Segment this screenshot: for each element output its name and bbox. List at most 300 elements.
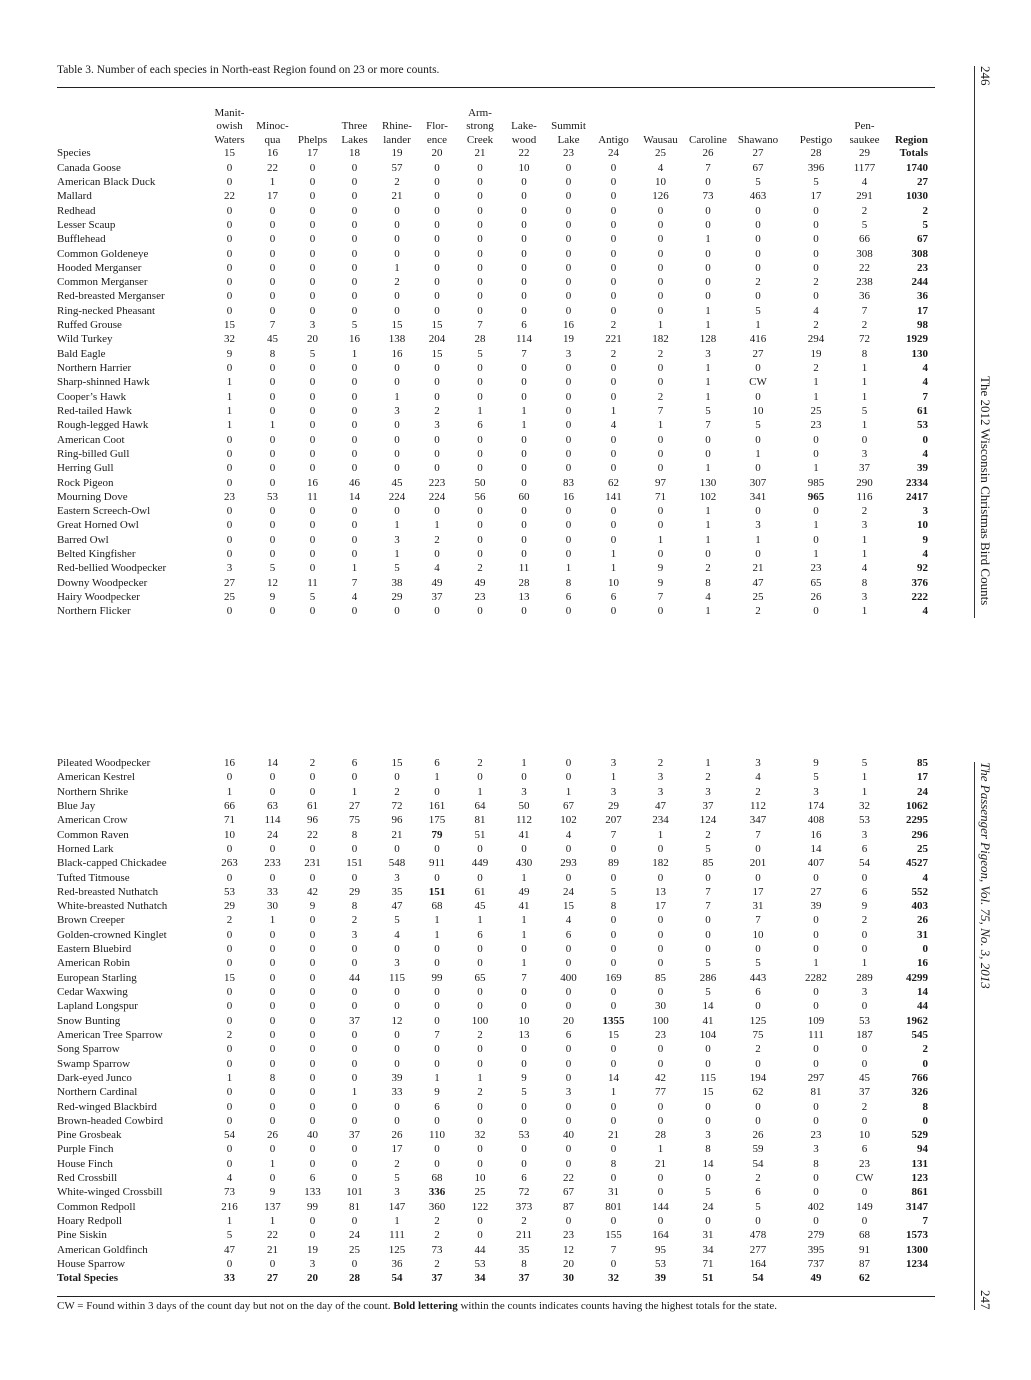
count-cell: 1: [477, 404, 483, 417]
count-cell: 0: [351, 871, 358, 884]
count-cell: 1: [521, 957, 527, 970]
count-cell: 9: [861, 900, 868, 913]
count-cell: 0: [657, 447, 664, 460]
count-cell: 8: [269, 347, 276, 360]
species-table-part2: [57, 756, 935, 1286]
count-cell: 0: [657, 871, 664, 884]
species-name: Ring-billed Gull: [57, 447, 130, 460]
count-cell: 114: [264, 814, 281, 827]
species-name: Brown-headed Cowbird: [57, 1114, 164, 1127]
header-region-totals: Region Totals: [895, 133, 928, 160]
count-cell: 50: [474, 476, 486, 489]
table-row: [57, 1214, 935, 1228]
count-cell: 5: [610, 885, 617, 898]
count-cell: 0: [610, 233, 617, 246]
count-cell: 0: [351, 304, 358, 317]
count-cell: 2: [434, 1229, 440, 1242]
count-cell: 53: [859, 1014, 870, 1027]
count-cell: 0: [351, 519, 358, 532]
region-total: [884, 1271, 935, 1285]
header-count-column: Flor- ence 20: [426, 120, 448, 160]
count-cell: 0: [394, 1114, 400, 1127]
count-cell: 0: [657, 204, 664, 217]
count-cell: 0: [351, 1114, 358, 1127]
count-cell: 27: [349, 799, 360, 812]
count-cell: 5: [705, 842, 711, 855]
count-cell: 2: [477, 1086, 483, 1099]
count-cell: 4: [351, 591, 358, 603]
count-cell: 46: [349, 476, 360, 489]
count-cell: 0: [394, 204, 400, 217]
count-cell: 182: [652, 857, 669, 870]
count-cell: 0: [309, 562, 316, 575]
count-cell: 0: [226, 304, 233, 317]
count-cell: 0: [226, 505, 233, 518]
count-cell: 801: [605, 1200, 622, 1213]
count-cell: 85: [702, 857, 714, 870]
count-cell: 0: [657, 1114, 664, 1127]
count-cell: 0: [521, 533, 527, 546]
count-cell: 0: [477, 233, 483, 246]
count-cell: 1: [477, 1071, 483, 1084]
count-cell: 125: [388, 1243, 406, 1256]
count-cell: 1: [434, 914, 440, 927]
count-cell: 60: [518, 490, 530, 503]
count-cell: 2: [434, 1215, 440, 1227]
table-row: [57, 1042, 935, 1056]
count-cell: 0: [351, 842, 358, 855]
count-cell: 53: [655, 1257, 666, 1270]
count-cell: 13: [518, 1028, 530, 1041]
count-cell: 0: [477, 533, 483, 546]
count-cell: 0: [226, 218, 233, 231]
count-cell: 0: [755, 247, 761, 260]
species-name: Barred Owl: [57, 533, 109, 546]
count-cell: 7: [657, 591, 664, 603]
species-name: Red-breasted Merganser: [57, 290, 165, 303]
count-cell: 233: [264, 857, 281, 870]
count-cell: 0: [309, 1000, 316, 1013]
table-row: [57, 204, 935, 218]
species-name: Common Goldeneye: [57, 247, 149, 260]
count-cell: 0: [521, 290, 527, 303]
count-cell: 0: [434, 447, 440, 460]
count-cell: 201: [749, 857, 767, 870]
count-cell: 3: [861, 447, 868, 460]
table-row: [57, 161, 935, 175]
count-cell: 3: [394, 404, 400, 417]
count-cell: 0: [610, 842, 617, 855]
count-cell: 1: [269, 1215, 276, 1227]
count-cell: 138: [388, 333, 406, 346]
count-cell: 19: [307, 1243, 318, 1256]
count-cell: 111: [389, 1229, 405, 1242]
count-cell: 0: [610, 1257, 617, 1270]
count-cell: 0: [657, 519, 664, 532]
count-cell: 1: [657, 828, 664, 841]
count-cell: 4: [755, 771, 761, 784]
count-cell: 0: [705, 290, 711, 303]
count-cell: 0: [755, 943, 761, 956]
count-cell: 1: [394, 1215, 400, 1227]
count-cell: 0: [477, 276, 483, 289]
count-cell: 0: [755, 1100, 761, 1113]
count-cell: 1: [610, 771, 617, 784]
count-cell: 0: [521, 605, 527, 618]
count-cell: 0: [521, 390, 527, 403]
region-total: 17: [917, 304, 928, 317]
count-cell: 3: [861, 591, 868, 603]
count-cell: 0: [394, 1028, 400, 1041]
count-cell: 0: [813, 1100, 819, 1113]
count-cell: 15: [431, 319, 443, 332]
count-cell: 0: [434, 957, 440, 970]
region-total: 0: [922, 943, 928, 956]
count-cell: 3: [657, 771, 664, 784]
count-cell: 0: [813, 1172, 819, 1185]
count-cell: 0: [269, 1143, 276, 1156]
count-cell: 3: [394, 957, 400, 970]
count-cell: 39: [655, 1272, 666, 1285]
count-cell: 15: [608, 1028, 619, 1041]
count-cell: 6: [477, 928, 483, 941]
region-total: 67: [917, 233, 928, 246]
count-cell: 53: [518, 1129, 530, 1142]
count-cell: 0: [269, 533, 276, 546]
count-cell: 133: [304, 1186, 321, 1199]
count-cell: 0: [521, 304, 527, 317]
count-cell: 0: [394, 505, 400, 518]
count-cell: 40: [563, 1129, 574, 1142]
count-cell: 0: [813, 533, 819, 546]
count-cell: 1: [269, 175, 276, 188]
region-total: 24: [917, 785, 928, 798]
count-cell: 1: [434, 519, 440, 532]
region-total: 94: [917, 1143, 928, 1156]
count-cell: 45: [391, 476, 403, 489]
count-cell: 0: [477, 447, 483, 460]
count-cell: 5: [705, 1186, 711, 1199]
count-cell: 100: [652, 1014, 669, 1027]
count-cell: 54: [224, 1129, 235, 1142]
count-cell: 0: [755, 842, 761, 855]
species-name: White-winged Crossbill: [57, 1186, 163, 1199]
count-cell: 1: [226, 785, 233, 798]
count-cell: 0: [351, 605, 358, 618]
count-cell: 0: [657, 261, 664, 274]
count-cell: 51: [702, 1272, 714, 1285]
count-cell: 0: [477, 1157, 483, 1170]
region-total: 1300: [906, 1243, 928, 1256]
count-cell: 0: [477, 1215, 483, 1227]
species-table-part1: [57, 107, 935, 619]
count-cell: 1355: [602, 1014, 625, 1027]
count-cell: 0: [610, 505, 617, 518]
count-cell: 0: [610, 1215, 617, 1227]
count-cell: 0: [610, 519, 617, 532]
count-cell: 0: [394, 419, 400, 432]
count-cell: 0: [565, 447, 572, 460]
count-cell: 347: [749, 814, 767, 827]
count-cell: 16: [563, 490, 574, 503]
count-cell: 0: [226, 1100, 233, 1113]
table-row: [57, 899, 935, 913]
count-cell: 395: [807, 1243, 825, 1256]
count-cell: 23: [810, 1129, 822, 1142]
count-cell: 1: [351, 562, 358, 575]
header-count-column: Three Lakes 18: [341, 120, 368, 160]
species-name: Tufted Titmouse: [57, 871, 130, 884]
count-cell: 3: [861, 986, 868, 998]
count-cell: 0: [309, 971, 316, 984]
count-cell: 14: [267, 757, 278, 769]
count-cell: 0: [565, 404, 572, 417]
count-cell: 169: [605, 971, 622, 984]
count-cell: 0: [309, 771, 316, 784]
count-cell: 2: [477, 757, 483, 769]
count-cell: 2: [657, 390, 664, 403]
table-row: [57, 289, 935, 303]
count-cell: 0: [565, 161, 572, 174]
count-cell: 5: [477, 347, 483, 360]
count-cell: 24: [563, 885, 574, 898]
species-name: American Coot: [57, 433, 125, 446]
count-cell: 0: [565, 362, 572, 374]
species-name: Golden-crowned Kinglet: [57, 928, 167, 941]
count-cell: 0: [657, 943, 664, 956]
header-count-column: Lake- wood 22: [511, 120, 537, 160]
species-name: Redhead: [57, 204, 96, 217]
count-cell: 0: [351, 1100, 358, 1113]
count-cell: 0: [477, 462, 483, 475]
count-cell: 0: [226, 362, 233, 374]
count-cell: 965: [807, 490, 825, 503]
count-cell: 1: [861, 376, 868, 389]
species-name: Herring Gull: [57, 462, 114, 475]
count-cell: 128: [699, 333, 717, 346]
count-cell: 174: [807, 799, 825, 812]
count-cell: 2: [434, 404, 440, 417]
count-cell: 0: [269, 247, 276, 260]
count-cell: 9: [309, 900, 316, 913]
count-cell: 0: [813, 233, 819, 246]
count-cell: 0: [565, 204, 572, 217]
species-name: Rough-legged Hawk: [57, 419, 149, 432]
count-cell: 3: [861, 519, 868, 532]
count-cell: 0: [309, 1057, 316, 1070]
species-name: Downy Woodpecker: [57, 576, 148, 589]
count-cell: 7: [657, 404, 664, 417]
count-cell: 360: [428, 1200, 446, 1213]
count-cell: 234: [652, 814, 669, 827]
species-name: Hoary Redpoll: [57, 1215, 123, 1227]
table-row: [57, 913, 935, 927]
count-cell: 0: [309, 928, 316, 941]
count-cell: 5: [813, 771, 819, 784]
count-cell: 0: [477, 290, 483, 303]
count-cell: 0: [521, 842, 527, 855]
header-count-column: Minoc- qua 16: [256, 120, 289, 160]
count-cell: 0: [861, 928, 868, 941]
count-cell: 28: [655, 1129, 666, 1142]
count-cell: 30: [655, 1000, 666, 1013]
count-cell: 3: [394, 1186, 400, 1199]
count-cell: 4: [394, 928, 400, 941]
count-cell: 0: [813, 290, 819, 303]
count-cell: 22: [307, 828, 318, 841]
count-cell: 0: [477, 175, 483, 188]
count-cell: 0: [477, 1229, 483, 1242]
count-cell: 0: [226, 261, 233, 274]
count-cell: 2: [657, 757, 664, 769]
count-cell: 7: [351, 576, 358, 589]
table-row: [57, 842, 935, 856]
count-cell: 0: [434, 1014, 440, 1027]
count-cell: 20: [563, 1257, 574, 1270]
count-cell: 0: [309, 1014, 316, 1027]
count-cell: 0: [565, 986, 572, 998]
count-cell: 16: [307, 476, 318, 489]
count-cell: 0: [309, 419, 316, 432]
count-cell: 17: [810, 190, 822, 203]
region-total: 2: [922, 1043, 928, 1056]
count-cell: 62: [859, 1272, 870, 1285]
count-cell: 0: [269, 1257, 276, 1270]
count-cell: 36: [391, 1257, 403, 1270]
count-cell: 34: [474, 1272, 486, 1285]
count-cell: 0: [226, 928, 233, 941]
count-cell: 5: [755, 175, 761, 188]
count-cell: 1: [434, 771, 440, 784]
footnote-bold-rest: within the counts indicates counts having the highest totals for the state.: [457, 1300, 777, 1312]
count-cell: 125: [749, 1014, 767, 1027]
count-cell: 1: [610, 562, 617, 575]
count-cell: 144: [652, 1200, 669, 1213]
table-row: [57, 490, 935, 504]
count-cell: 0: [226, 533, 233, 546]
table-header: [57, 107, 935, 161]
count-cell: 0: [813, 986, 819, 998]
count-cell: 17: [655, 900, 666, 913]
count-cell: 23: [563, 1229, 574, 1242]
count-cell: 0: [657, 433, 664, 446]
count-cell: 0: [521, 986, 527, 998]
table-row: [57, 590, 935, 604]
region-total: 39: [917, 462, 928, 475]
region-total: 31: [917, 928, 928, 941]
count-cell: 0: [351, 986, 358, 998]
count-cell: 0: [521, 218, 527, 231]
header-count-column: Rhine- lander 19: [382, 120, 412, 160]
table-row: [57, 418, 935, 432]
count-cell: 63: [267, 799, 278, 812]
count-cell: 0: [269, 304, 276, 317]
count-cell: 0: [309, 1071, 316, 1084]
count-cell: 1: [394, 548, 400, 561]
count-cell: 0: [394, 1057, 400, 1070]
count-cell: 97: [655, 476, 666, 489]
region-total: 244: [911, 276, 928, 289]
count-cell: 5: [755, 957, 761, 970]
count-cell: 73: [224, 1186, 235, 1199]
count-cell: 0: [705, 204, 711, 217]
count-cell: 0: [861, 943, 868, 956]
count-cell: 341: [749, 490, 767, 503]
count-cell: 7: [521, 971, 527, 984]
count-cell: 0: [610, 433, 617, 446]
count-cell: 0: [269, 785, 276, 798]
count-cell: 0: [565, 1143, 572, 1156]
count-cell: 111: [808, 1028, 824, 1041]
count-cell: 44: [349, 971, 360, 984]
count-cell: 0: [657, 505, 664, 518]
count-cell: 0: [309, 261, 316, 274]
count-cell: 0: [269, 1014, 276, 1027]
count-cell: 0: [309, 247, 316, 260]
count-cell: 0: [705, 261, 711, 274]
count-cell: 10: [474, 1172, 486, 1185]
count-cell: 0: [565, 233, 572, 246]
region-total: 3: [922, 505, 928, 518]
count-cell: 1: [394, 519, 400, 532]
count-cell: 5: [755, 304, 761, 317]
region-total: 1062: [906, 799, 928, 812]
count-cell: 290: [856, 476, 873, 489]
count-cell: 20: [307, 333, 318, 346]
table-row: [57, 175, 935, 189]
count-cell: 7: [705, 900, 711, 913]
count-cell: 0: [565, 505, 572, 518]
count-cell: 463: [749, 190, 767, 203]
count-cell: 37: [349, 1129, 360, 1142]
table-row: [57, 1014, 935, 1028]
count-cell: 0: [755, 871, 761, 884]
count-cell: 59: [752, 1143, 764, 1156]
count-cell: 0: [269, 943, 276, 956]
count-cell: 0: [309, 276, 316, 289]
species-name: Wild Turkey: [57, 333, 113, 346]
count-cell: 0: [226, 1000, 233, 1013]
species-name: Song Sparrow: [57, 1043, 120, 1056]
region-total: 1929: [906, 333, 928, 346]
count-cell: 0: [309, 1043, 316, 1056]
count-cell: 0: [309, 190, 316, 203]
count-cell: 0: [226, 986, 233, 998]
table-row: [57, 1057, 935, 1071]
count-cell: 5: [861, 218, 868, 231]
count-cell: 1: [434, 928, 440, 941]
count-cell: 6: [309, 1172, 316, 1185]
count-cell: 0: [755, 1057, 761, 1070]
count-cell: 2: [755, 1172, 761, 1185]
region-total: 2334: [906, 476, 928, 489]
count-cell: 42: [655, 1071, 666, 1084]
count-cell: 0: [657, 376, 664, 389]
count-cell: 0: [521, 1114, 527, 1127]
count-cell: 24: [349, 1229, 360, 1242]
count-cell: 66: [224, 799, 235, 812]
count-cell: 3: [226, 562, 233, 575]
count-cell: 291: [856, 190, 873, 203]
table-row: [57, 770, 935, 784]
count-cell: 0: [434, 190, 440, 203]
count-cell: 0: [705, 433, 711, 446]
count-cell: 0: [813, 1000, 819, 1013]
count-cell: 216: [221, 1200, 238, 1213]
region-total: 16: [917, 957, 928, 970]
region-total: 4: [922, 447, 928, 460]
count-cell: 0: [477, 842, 483, 855]
